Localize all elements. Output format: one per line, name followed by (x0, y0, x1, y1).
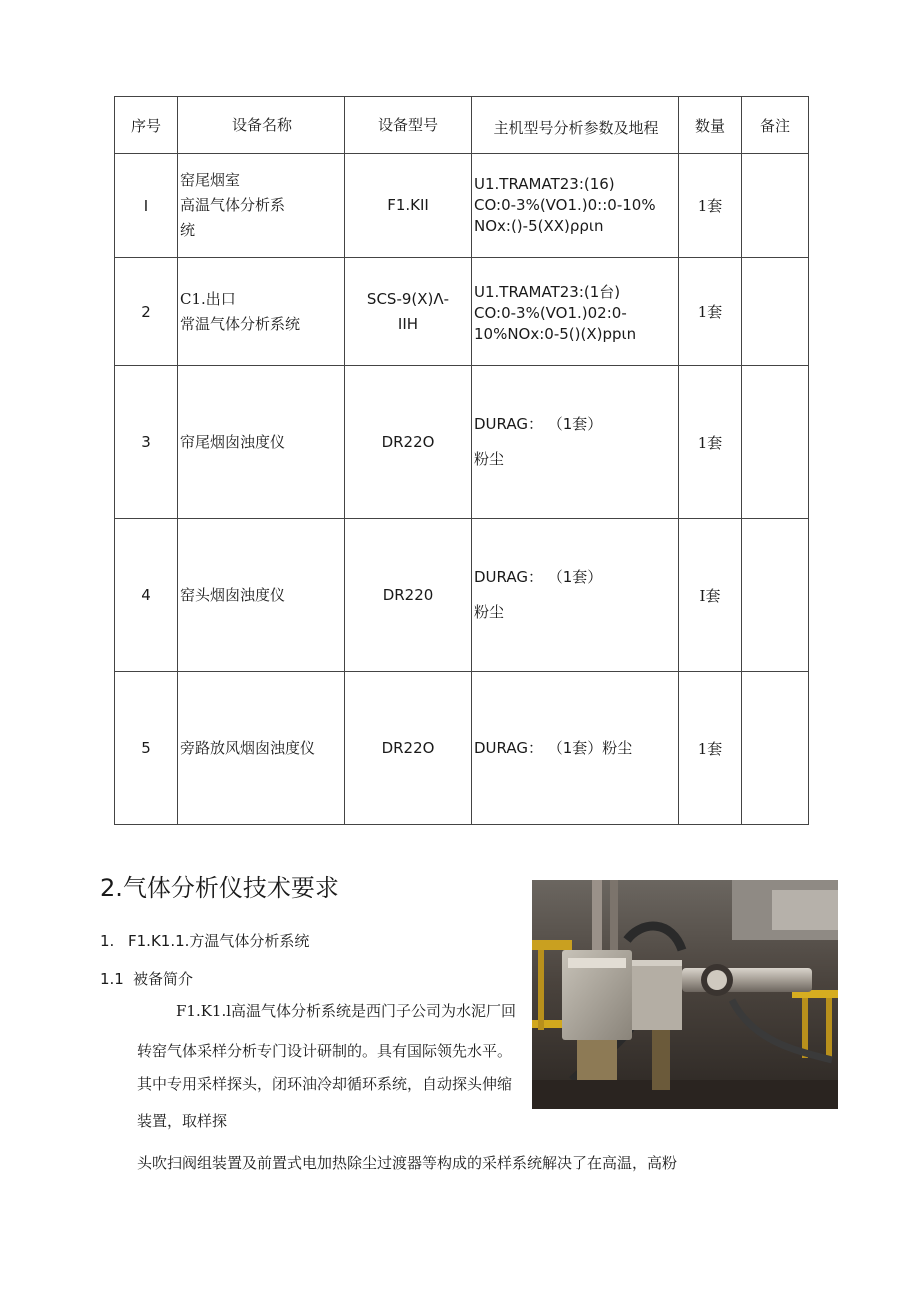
params-line: CO:0-3%(VO1.)0::0-10% (474, 196, 656, 214)
cell-qty: 1套 (679, 366, 742, 519)
cell-name (178, 519, 345, 672)
params-line: 粉尘 (474, 450, 505, 468)
cell-seq: 4 (115, 519, 178, 672)
cell-note (742, 366, 809, 519)
model-line: IIH (397, 314, 419, 333)
model-line: F1.KII (387, 196, 429, 214)
cell-params (472, 154, 679, 258)
model-line: SCS-9(X)Λ- (366, 289, 450, 308)
list-item-number: 1. (100, 932, 115, 950)
name-line: 帘尾烟囱浊度仪 (180, 432, 286, 451)
list-item-number: 1.1 (100, 970, 124, 988)
params-line: 粉尘 (474, 603, 505, 621)
header-name: 设备名称 (178, 97, 345, 154)
cell-note (742, 154, 809, 258)
name-line: 统 (180, 221, 196, 239)
table-row (115, 519, 809, 672)
header-model: 设备型号 (345, 97, 472, 154)
equipment-table (114, 96, 809, 825)
params-line: NOx:()-5(XX)ρριn (474, 217, 604, 235)
list-item-text: 被备简介 (133, 970, 194, 988)
cell-qty: 1套 (679, 672, 742, 825)
cell-params (472, 519, 679, 672)
paragraph-line: 其中专用采样探头，闭环油冷却循环系统，自动探头伸缩 (137, 1075, 513, 1093)
cell-note (742, 519, 809, 672)
table-row (115, 672, 809, 825)
cell-seq: I (115, 154, 178, 258)
table-header-row (115, 97, 809, 154)
paragraph-line: F1.K1.l高温气体分析系统是西门子公司为水泥厂回 (176, 1002, 517, 1020)
table-row (115, 154, 809, 258)
cell-model (345, 672, 472, 825)
cell-seq: 5 (115, 672, 178, 825)
list-item-text: F1.K1.1.方温气体分析系统 (128, 932, 310, 950)
paragraph-line: 装置，取样探 (137, 1112, 228, 1130)
cell-model (345, 258, 472, 366)
cell-qty: 1套 (679, 154, 742, 258)
cell-seq: 2 (115, 258, 178, 366)
section-heading: 2.气体分析仪技术要求 (100, 874, 339, 902)
params-line: DURAG： （1套） (474, 568, 603, 586)
params-line: U1.TRAMAT23:(16) (474, 175, 615, 193)
params-line: 10%NOx:0-5()(X)ppιn (474, 325, 637, 343)
paragraph-line: 头吹扫阀组装置及前置式电加热除尘过渡器等构成的采样系统解决了在高温，高粉 (137, 1154, 678, 1172)
cell-model (345, 519, 472, 672)
name-line: C1.出口 (180, 289, 236, 308)
model-line: DR220 (382, 585, 434, 604)
name-line: 旁路放风烟囱浊度仪 (180, 738, 316, 757)
cell-name (178, 154, 345, 258)
cell-qty: 1套 (679, 258, 742, 366)
cell-params (472, 672, 679, 825)
table-row (115, 258, 809, 366)
model-line: DR22O (381, 432, 435, 451)
paragraph-line: 转窑气体采样分析专门设计研制的。具有国际领先水平。 (137, 1042, 513, 1060)
cell-seq: 3 (115, 366, 178, 519)
cell-note (742, 258, 809, 366)
header-qty: 数量 (679, 97, 742, 154)
cell-params (472, 366, 679, 519)
photo-illustration (532, 880, 838, 1109)
name-line: 窑尾烟室 (180, 171, 241, 189)
name-line: 常温气体分析系统 (180, 314, 301, 333)
params-line: CO:0-3%(VO1.)02:0- (474, 304, 627, 322)
cell-qty: I套 (679, 519, 742, 672)
params-line: DURAG： （1套） (474, 415, 603, 433)
cell-note (742, 672, 809, 825)
header-params: 主机型号分析参数及地程 (472, 97, 679, 154)
params-line: U1.TRAMAT23:(1台) (474, 283, 621, 301)
table-row (115, 366, 809, 519)
cell-model (345, 154, 472, 258)
cell-name (178, 672, 345, 825)
list-item-1 (100, 930, 309, 951)
name-line: 窑头烟囱浊度仪 (180, 585, 286, 604)
cell-model (345, 366, 472, 519)
name-line: 高温气体分析系 (180, 196, 286, 214)
gas-analyzer-installation-photo (532, 880, 838, 1109)
cell-name (178, 258, 345, 366)
cell-name (178, 366, 345, 519)
cell-params (472, 258, 679, 366)
model-line: DR22O (381, 738, 435, 757)
header-note: 备注 (742, 97, 809, 154)
list-item-1-1 (100, 968, 193, 989)
header-seq: 序号 (115, 97, 178, 154)
params-line: DURAG： （1套）粉尘 (474, 738, 633, 757)
